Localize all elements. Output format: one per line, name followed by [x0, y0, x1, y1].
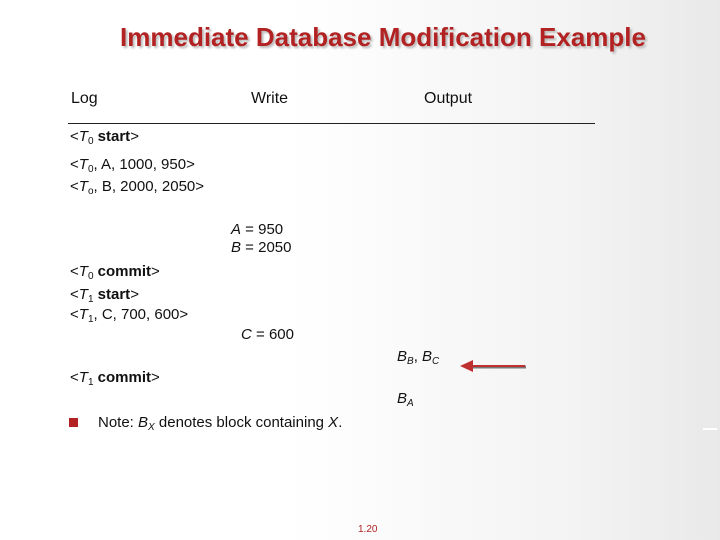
log-record-t1-commit: $<T_1$ commit> — [70, 369, 160, 388]
log-record-t1-start: $<T_1$ start> — [70, 286, 139, 305]
log-record-t0-start: $<T_0$ start> — [70, 128, 139, 147]
square-bullet-icon — [69, 418, 78, 427]
note-text: Note: $B_X$ denotes block containing X. — [98, 414, 343, 433]
output-ba: $B_A$ — [397, 390, 414, 409]
page-number: 1.20 — [358, 524, 378, 535]
log-record-t0-a: $<T_0$, A, 1000, 950> — [70, 156, 195, 175]
write-header: Write — [251, 90, 289, 107]
header-divider — [68, 123, 595, 124]
log-record-t0-b: $<T_o$, B, 2000, 2050> — [70, 178, 205, 197]
output-bb-bc: $B_B$, $B_C$ — [397, 348, 440, 367]
log-record-t0-commit: $<T_0$ commit> — [70, 263, 160, 282]
write-a: A = 950 — [231, 221, 284, 238]
log-record-t1-c: $<T_1$, C, 700, 600> — [70, 306, 189, 325]
log-header: Log — [71, 90, 98, 107]
write-c: C = 600 — [241, 326, 294, 343]
write-b: B = 2050 — [231, 239, 292, 256]
output-header: Output — [424, 90, 473, 107]
left-arrow-icon — [459, 358, 527, 374]
edge-mark — [703, 428, 717, 430]
slide-title: Immediate Database Modification Example — [120, 22, 646, 52]
